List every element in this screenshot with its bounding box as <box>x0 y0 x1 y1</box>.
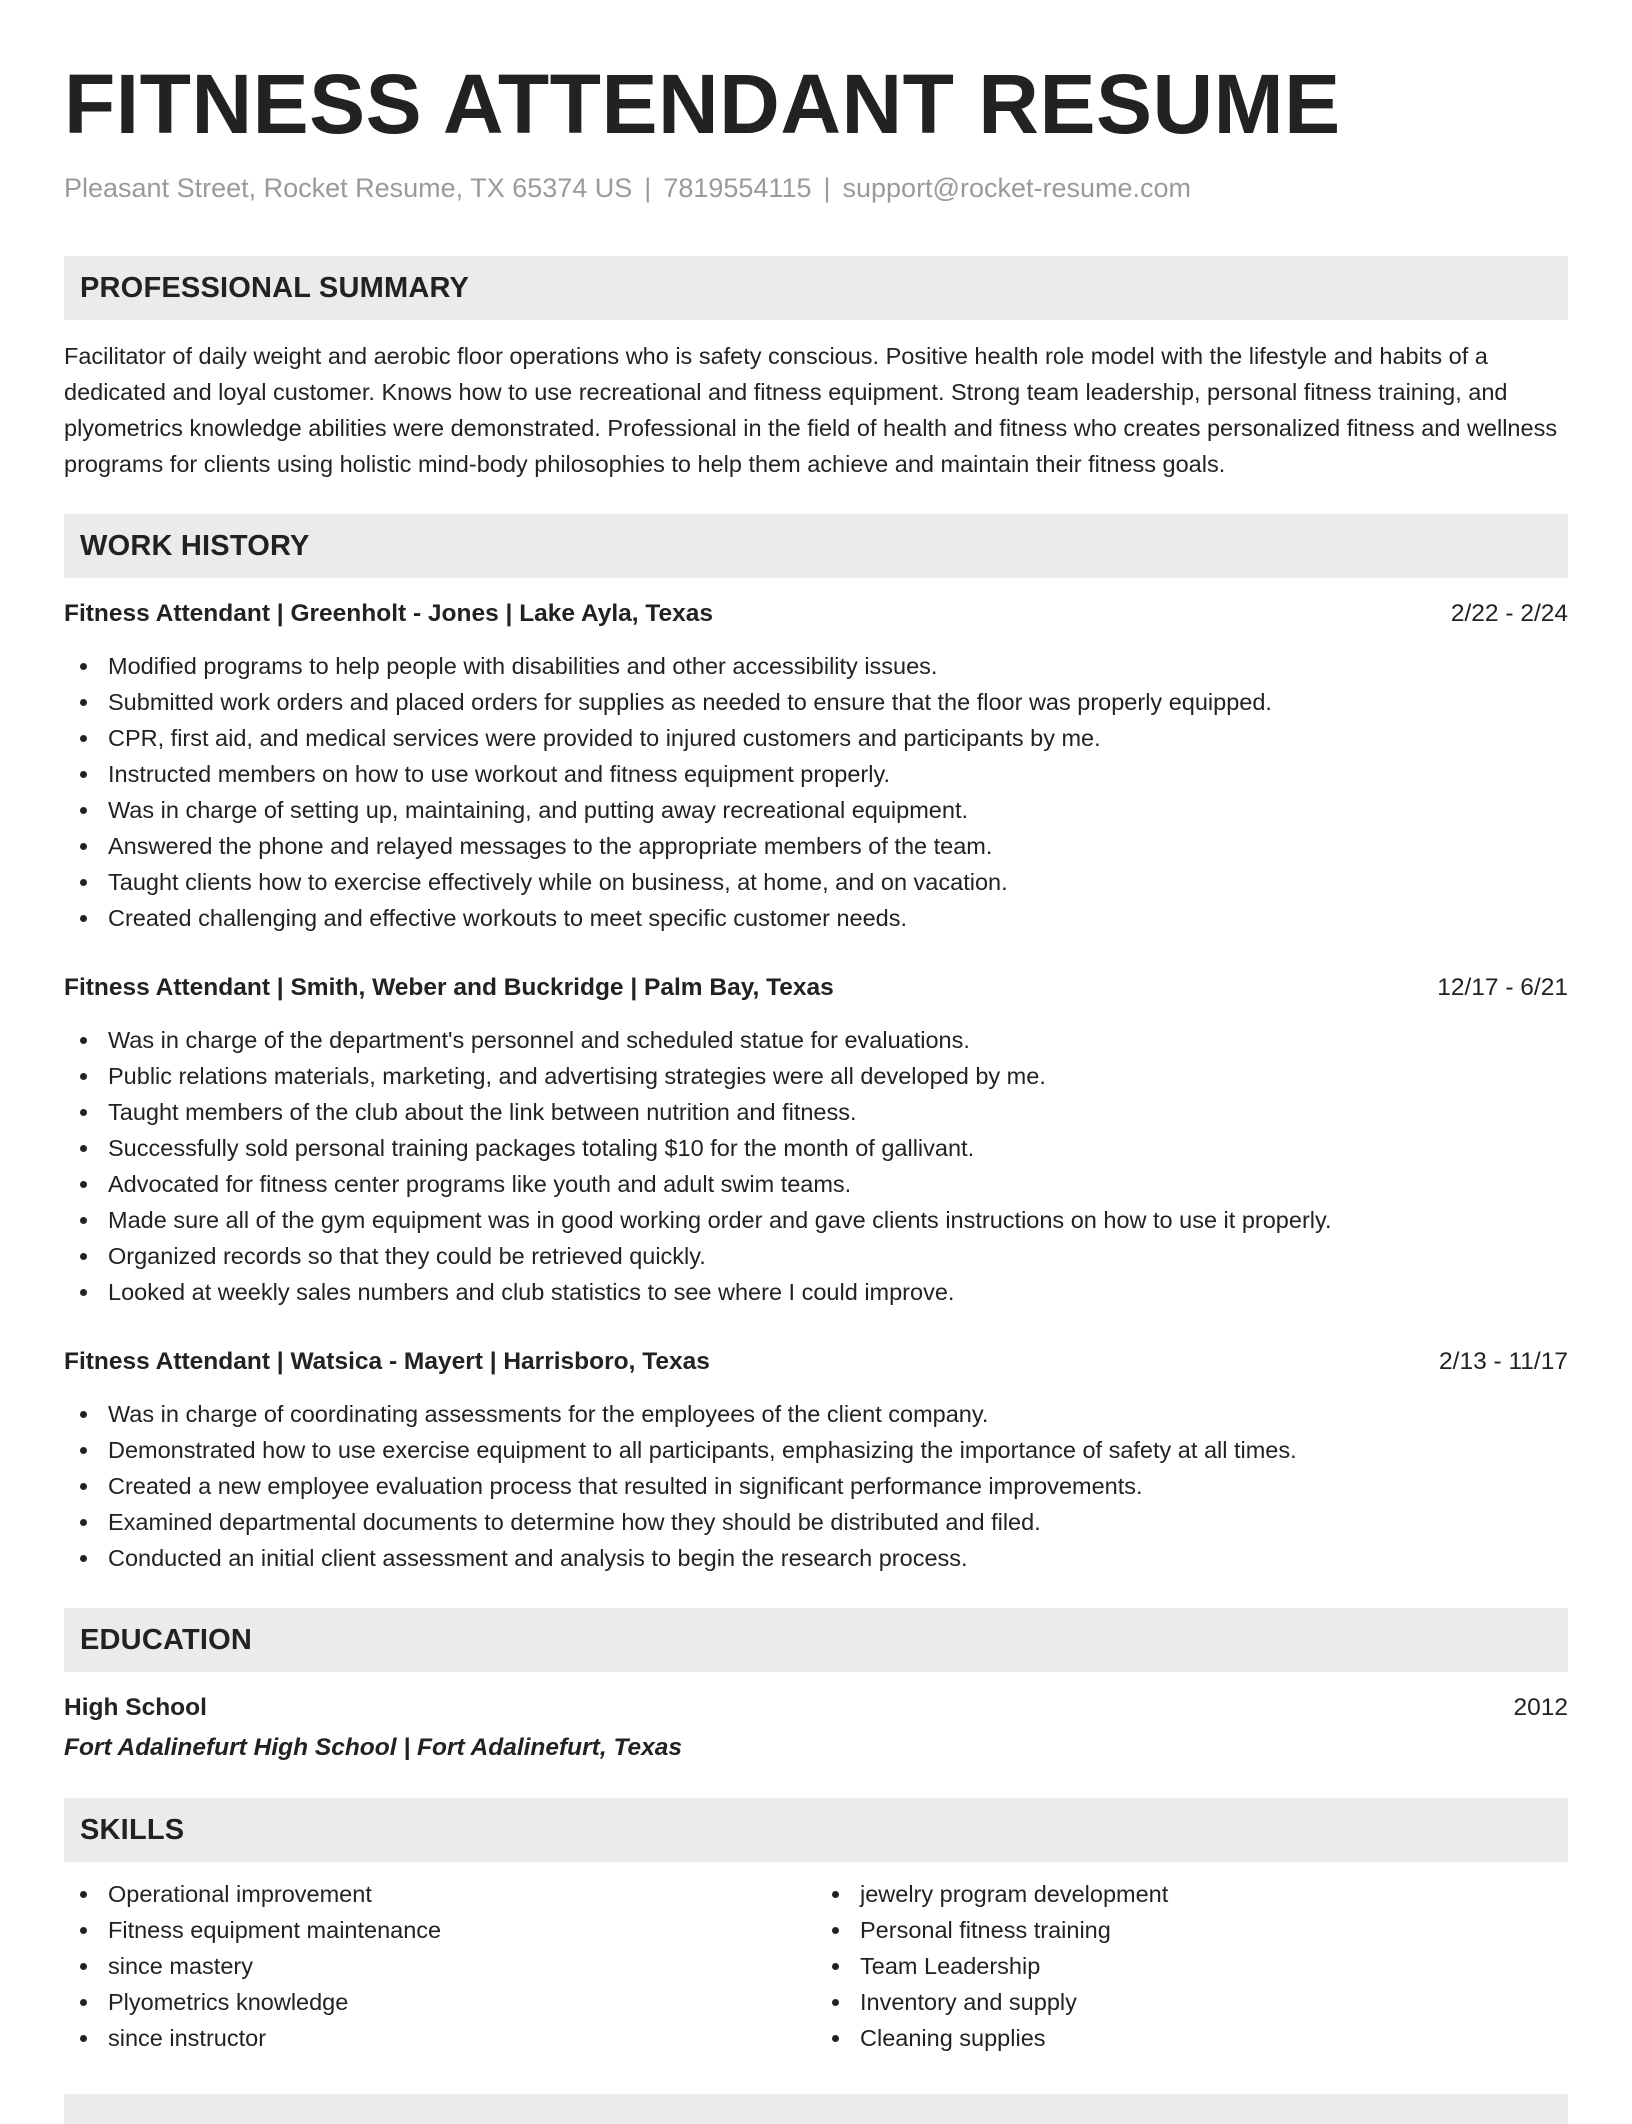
section-header-skills: SKILLS <box>64 1798 1568 1862</box>
job-title: Fitness Attendant | Smith, Weber and Buckridge | Palm Bay, Texas <box>64 974 834 1002</box>
job-dates: 2/13 - 11/17 <box>1439 1348 1568 1376</box>
job-bullet: Public relations materials, marketing, and advertising strategies were all developed by me. <box>64 1058 1568 1094</box>
job-bullet: Answered the phone and relayed messages to the appropriate members of the team. <box>64 828 1568 864</box>
job-bullet: Looked at weekly sales numbers and club statistics to see where I could improve. <box>64 1274 1568 1310</box>
summary-text: Facilitator of daily weight and aerobic floor operations who is safety conscious. Positive health role model with the lifestyle and habits of a dedicated and loyal customer. Knows how to use recreational and fitness equipment. Strong team leadership, personal fitness training, and plyometrics knowledge abilities were demonstrated. Professional in the field of health and fitness who creates personalized fitness and wellness programs for clients using holistic mind-body philosophies to help them achieve and maintain their fitness goals. <box>64 343 1558 478</box>
job-dates: 2/22 - 2/24 <box>1450 600 1568 628</box>
skill-item: Team Leadership <box>816 1948 1568 1984</box>
job-bullet: Instructed members on how to use workout and fitness equipment properly. <box>64 756 1568 792</box>
skill-item: since instructor <box>64 2020 816 2056</box>
contact-line <box>64 172 1568 204</box>
education-entry <box>64 1692 1568 1724</box>
contact-email: support@rocket-resume.com <box>842 173 1192 203</box>
skills-column-right <box>816 1876 1568 2056</box>
skill-item: Fitness equipment maintenance <box>64 1912 816 1948</box>
job-bullet: Made sure all of the gym equipment was in good working order and gave clients instructions on how to use it properly. <box>64 1202 1568 1238</box>
job-dates: 12/17 - 6/21 <box>1437 974 1568 1002</box>
job-entry <box>64 1346 1568 1576</box>
job-title: Fitness Attendant | Watsica - Mayert | Harrisboro, Texas <box>64 1348 710 1376</box>
job-bullet: Conducted an initial client assessment and analysis to begin the research process. <box>64 1540 1568 1576</box>
education-degree: High School <box>64 1694 207 1722</box>
job-bullet: Examined departmental documents to determine how they should be distributed and filed. <box>64 1504 1568 1540</box>
section-header-work-history: WORK HISTORY <box>64 514 1568 578</box>
job-bullet: Successfully sold personal training packages totaling $10 for the month of gallivant. <box>64 1130 1568 1166</box>
job-bullet: Was in charge of setting up, maintaining, and putting away recreational equipment. <box>64 792 1568 828</box>
job-header <box>64 972 1568 1004</box>
job-header <box>64 1346 1568 1378</box>
contact-separator: | <box>644 173 652 203</box>
skills-grid <box>64 1876 1568 2056</box>
job-bullet: Submitted work orders and placed orders for supplies as needed to ensure that the floor was properly equipped. <box>64 684 1568 720</box>
skills-list <box>816 1876 1568 2056</box>
job-bullet: Demonstrated how to use exercise equipment to all participants, emphasizing the importance of safety at all times. <box>64 1432 1568 1468</box>
skill-item: Personal fitness training <box>816 1912 1568 1948</box>
skills-list <box>64 1876 816 2056</box>
contact-address: Pleasant Street, Rocket Resume, TX 65374 US <box>64 173 633 203</box>
job-bullet: Modified programs to help people with disabilities and other accessibility issues. <box>64 648 1568 684</box>
job-bullet: Was in charge of the department's personnel and scheduled statue for evaluations. <box>64 1022 1568 1058</box>
job-bullet: Organized records so that they could be retrieved quickly. <box>64 1238 1568 1274</box>
contact-separator: | <box>823 173 831 203</box>
job-title: Fitness Attendant | Greenholt - Jones | Lake Ayla, Texas <box>64 600 714 628</box>
job-header <box>64 598 1568 630</box>
job-bullet: Created challenging and effective workouts to meet specific customer needs. <box>64 900 1568 936</box>
skill-item: Cleaning supplies <box>816 2020 1568 2056</box>
skill-item: Operational improvement <box>64 1876 816 1912</box>
contact-phone: 7819554115 <box>663 173 812 203</box>
skill-item: since mastery <box>64 1948 816 1984</box>
skill-item: Inventory and supply <box>816 1984 1568 2020</box>
resume-title: FITNESS ATTENDANT RESUME <box>64 57 1341 151</box>
job-bullet: Taught clients how to exercise effectively while on business, at home, and on vacation. <box>64 864 1568 900</box>
job-entry <box>64 598 1568 936</box>
skill-item: jewelry program development <box>816 1876 1568 1912</box>
education-year: 2012 <box>1513 1694 1568 1722</box>
job-bullet: Advocated for fitness center programs like youth and adult swim teams. <box>64 1166 1568 1202</box>
job-bullets <box>64 648 1568 936</box>
job-bullet: Created a new employee evaluation process that resulted in significant performance improvements. <box>64 1468 1568 1504</box>
next-section-header <box>64 2094 1568 2124</box>
job-bullet: CPR, first aid, and medical services were provided to injured customers and participants by me. <box>64 720 1568 756</box>
job-bullet: Was in charge of coordinating assessments for the employees of the client company. <box>64 1396 1568 1432</box>
job-bullets <box>64 1022 1568 1310</box>
job-bullet: Taught members of the club about the link between nutrition and fitness. <box>64 1094 1568 1130</box>
education-school: Fort Adalinefurt High School | Fort Adalinefurt, Texas <box>64 1734 683 1762</box>
job-bullets <box>64 1396 1568 1576</box>
section-header-summary: PROFESSIONAL SUMMARY <box>64 256 1568 320</box>
section-header-education: EDUCATION <box>64 1608 1568 1672</box>
skills-column-left <box>64 1876 816 2056</box>
job-entry <box>64 972 1568 1310</box>
skill-item: Plyometrics knowledge <box>64 1984 816 2020</box>
